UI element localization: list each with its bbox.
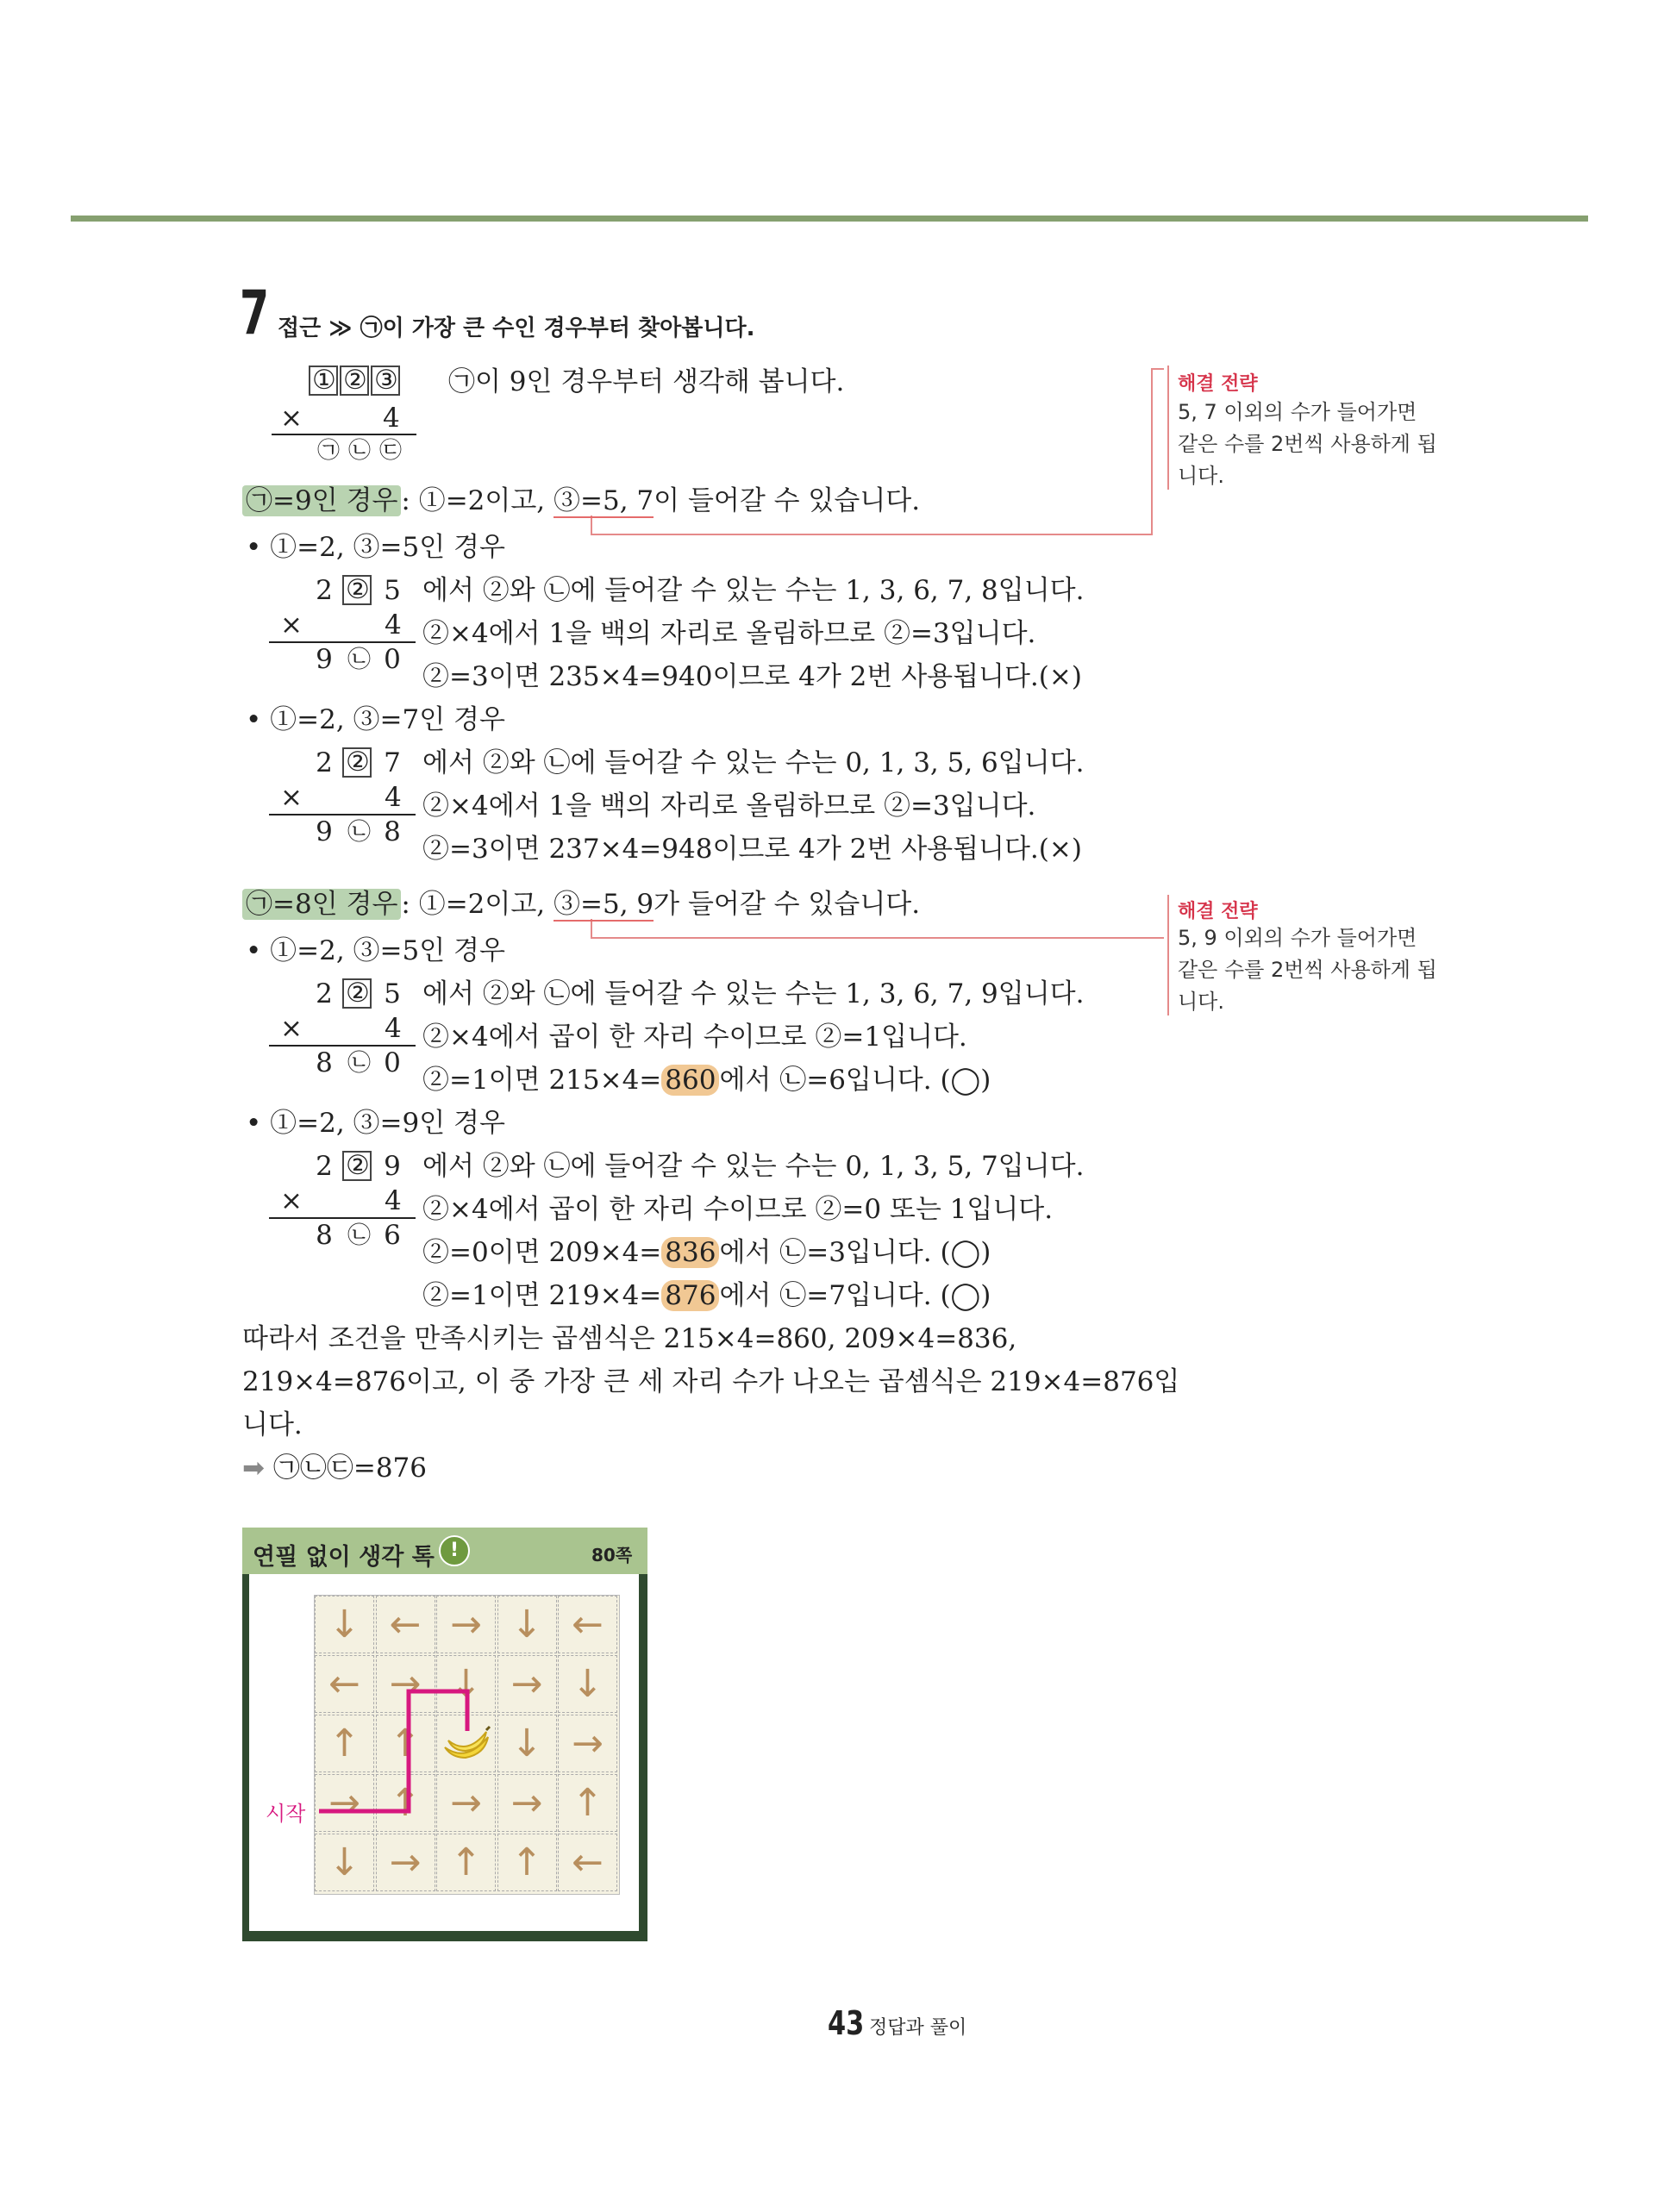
answer-arrow-icon: ➡ <box>242 1453 265 1484</box>
c9s2-bar <box>269 814 416 815</box>
c9s2-mult: 4 <box>385 782 402 813</box>
c8s2-line-4-a: ②=1이면 219×4= <box>422 1280 662 1311</box>
question-number: 7 <box>240 278 270 348</box>
c9s2-line-2: ②×4에서 1을 백의 자리로 올림하므로 ②=3입니다. <box>422 790 1036 822</box>
c8s1-line-3-a: ②=1이면 215×4= <box>422 1065 662 1096</box>
answer: ㉠㉡㉢=876 <box>272 1453 427 1484</box>
arrow-icon: ← <box>315 1655 374 1713</box>
note-2-title: 해결 전략 <box>1178 901 1258 922</box>
c9s1-line-3: ②=3이면 235×4=940이므로 4가 2번 사용됩니다.(×) <box>422 661 1082 692</box>
c8s2-line-3-a: ②=0이면 209×4= <box>422 1237 662 1268</box>
arrow-icon: ↑ <box>436 1834 496 1891</box>
setup-res-3: ㉢ <box>379 438 403 464</box>
c8s2-top-2: ② <box>342 1151 372 1181</box>
c8s1-top-1: 2 <box>316 978 333 1009</box>
c9s2-top-3: 7 <box>384 747 401 778</box>
note-1-line-1: 5, 7 이외의 수가 들어가면 <box>1178 400 1417 424</box>
c9s2-line-3: ②=3이면 237×4=948이므로 4가 2번 사용됩니다.(×) <box>422 834 1082 865</box>
setup-times: × <box>280 403 303 434</box>
puzzle-grid <box>314 1595 620 1895</box>
arrow-icon: ↑ <box>315 1715 374 1772</box>
c8s1-highlight: 860 <box>661 1065 719 1096</box>
c8s2-bar <box>269 1217 416 1219</box>
arrow-icon: ↓ <box>497 1715 557 1772</box>
c8s2-line-1: 에서 ②와 ㉡에 들어갈 수 있는 수는 0, 1, 3, 5, 7입니다. <box>422 1151 1085 1182</box>
approach-label: 접근 <box>278 316 322 341</box>
conclusion-line-2: 219×4=876이고, 이 중 가장 큰 세 자리 수가 나오는 곱셈식은 219×4=876입 <box>242 1366 1180 1397</box>
c8s1-line-3-b: 에서 ㉡=6입니다. (◯) <box>719 1065 991 1096</box>
arrow-icon: → <box>376 1834 435 1891</box>
c9s2-res-2: ㉡ <box>347 819 371 846</box>
c9s2-times: × <box>280 782 303 813</box>
case9-label: ㉠=9인 경우 <box>242 485 401 516</box>
puzzle-body <box>249 1574 639 1931</box>
arrow-icon: ↓ <box>315 1596 374 1653</box>
case8-sub2-title: • ①=2, ③=9인 경우 <box>246 1108 505 1139</box>
case9-text-a: : ①=2이고, <box>401 485 554 516</box>
arrow-icon: ↓ <box>558 1655 617 1713</box>
c8s2-line-3 <box>422 1237 991 1268</box>
setup-digit-3: ③ <box>371 366 400 396</box>
note-1-title: 해결 전략 <box>1178 373 1258 395</box>
c8s2-line-3-b: 에서 ㉡=3입니다. (◯) <box>719 1237 991 1268</box>
c8s2-line-4-b: 에서 ㉡=7입니다. (◯) <box>719 1280 991 1311</box>
c8s2-top-3: 9 <box>384 1151 401 1182</box>
case8-heading <box>242 891 920 918</box>
case9-heading <box>242 485 921 516</box>
c9s2-top-1: 2 <box>316 747 333 778</box>
c8s2-highlight-2: 876 <box>661 1280 719 1311</box>
conclusion-line-1: 따라서 조건을 만족시키는 곱셈식은 215×4=860, 209×4=836, <box>242 1323 1017 1354</box>
c9s1-res-2: ㉡ <box>347 647 371 673</box>
note-connectors <box>0 0 1670 1034</box>
c8s1-top-3: 5 <box>384 978 401 1009</box>
c9s1-res-3: 0 <box>384 644 401 675</box>
case9-sub2-title: • ①=2, ③=7인 경우 <box>246 704 505 735</box>
arrow-icon: → <box>436 1596 496 1653</box>
puzzle-title: 연필 없이 생각 톡 <box>253 1544 435 1571</box>
arrow-icon: → <box>315 1774 374 1832</box>
banana-icon <box>436 1715 496 1772</box>
setup-intro: ㉠이 9인 경우부터 생각해 봅니다. <box>448 366 845 397</box>
note-2-line-3: 니다. <box>1178 990 1224 1014</box>
case9-text-b: 이 들어갈 수 있습니다. <box>654 485 921 516</box>
approach-text: ㉠이 가장 큰 수인 경우부터 찾아봅니다. <box>360 316 755 341</box>
setup-digit-1: ① <box>309 366 338 396</box>
page-number: 43 <box>828 2004 865 2042</box>
case8-label: ㉠=8인 경우 <box>242 889 401 920</box>
c9s1-bar <box>269 641 416 643</box>
arrow-icon: ← <box>376 1596 435 1653</box>
arrow-icon: → <box>376 1655 435 1713</box>
c9s1-top-3: 5 <box>384 575 401 606</box>
exclamation-icon: ! <box>439 1535 470 1566</box>
c9s1-times: × <box>280 609 303 640</box>
c8s1-line-2: ②×4에서 곱이 한 자리 수이므로 ②=1입니다. <box>422 1022 967 1053</box>
c8s2-times: × <box>280 1185 303 1216</box>
setup-res-2: ㉡ <box>348 438 372 464</box>
arrow-icon: ↓ <box>436 1655 496 1713</box>
c9s1-res-1: 9 <box>316 644 333 675</box>
c9s1-mult: 4 <box>385 609 402 640</box>
c8s2-line-4 <box>422 1280 991 1311</box>
case8-text-b: 가 들어갈 수 있습니다. <box>654 889 921 920</box>
c8s2-top-1: 2 <box>316 1151 333 1182</box>
c8s1-res-2: ㉡ <box>347 1050 371 1077</box>
note-1-line-3: 니다. <box>1178 464 1224 488</box>
c8s1-top-2: ② <box>342 978 372 1009</box>
case8-sub1-title: • ①=2, ③=5인 경우 <box>246 935 505 966</box>
arrow-icon: ↑ <box>376 1715 435 1772</box>
c8s2-res-2: ㉡ <box>347 1222 371 1249</box>
arrow-icon: → <box>436 1774 496 1832</box>
setup-res-1: ㉠ <box>317 438 341 464</box>
c8s2-res-3: 6 <box>384 1220 401 1251</box>
arrow-icon: ↑ <box>558 1774 617 1832</box>
case9-underlined: ③=5, 7 <box>554 485 654 516</box>
arrow-icon: → <box>497 1655 557 1713</box>
arrow-icon: ↑ <box>497 1834 557 1891</box>
start-label: 시작 <box>266 1802 306 1826</box>
arrow-icon: → <box>497 1774 557 1832</box>
note-2-line-1: 5, 9 이외의 수가 들어가면 <box>1178 926 1417 950</box>
c8s1-res-1: 8 <box>316 1047 333 1078</box>
c9s2-line-1: 에서 ②와 ㉡에 들어갈 수 있는 수는 0, 1, 3, 5, 6입니다. <box>422 747 1085 778</box>
puzzle-panel <box>242 1528 647 1941</box>
case9-sub1-title: • ①=2, ③=5인 경우 <box>246 532 505 563</box>
setup-digit-2: ② <box>340 366 369 396</box>
arrow-icon: ↓ <box>315 1834 374 1891</box>
setup-multiplier: 4 <box>383 403 400 434</box>
c8s1-times: × <box>280 1013 303 1044</box>
answer-line <box>242 1455 427 1482</box>
c9s1-top-1: 2 <box>316 575 333 606</box>
case8-underlined: ③=5, 9 <box>554 889 654 920</box>
c8s2-res-1: 8 <box>316 1220 333 1251</box>
case8-text-a: : ①=2이고, <box>401 889 554 920</box>
c9s2-res-3: 8 <box>384 816 401 847</box>
conclusion-line-3: 니다. <box>242 1409 303 1440</box>
arrow-icon: ← <box>558 1596 617 1653</box>
approach-arrow-icon: ≫ <box>328 316 353 341</box>
c8s1-line-3 <box>422 1067 991 1094</box>
c8s1-mult: 4 <box>385 1013 402 1044</box>
c8s2-highlight-1: 836 <box>661 1237 719 1268</box>
c9s1-top-2: ② <box>342 575 372 605</box>
c9s2-top-2: ② <box>342 747 372 778</box>
arrow-icon: ↑ <box>376 1774 435 1832</box>
c8s1-res-3: 0 <box>384 1047 401 1078</box>
arrow-icon: ↓ <box>497 1596 557 1653</box>
puzzle-page-ref: 80쪽 <box>591 1545 633 1565</box>
c9s1-line-2: ②×4에서 1을 백의 자리로 올림하므로 ②=3입니다. <box>422 618 1036 649</box>
c8s2-mult: 4 <box>385 1185 402 1216</box>
arrow-icon: ← <box>558 1834 617 1891</box>
puzzle-title-bar <box>242 1528 647 1574</box>
note-2-line-2: 같은 수를 2번씩 사용하게 됩 <box>1178 958 1437 982</box>
c8s1-line-1: 에서 ②와 ㉡에 들어갈 수 있는 수는 1, 3, 6, 7, 9입니다. <box>422 978 1085 1009</box>
note-1-line-2: 같은 수를 2번씩 사용하게 됩 <box>1178 432 1437 456</box>
c8s1-bar <box>269 1045 416 1047</box>
c8s2-line-2: ②×4에서 곱이 한 자리 수이므로 ②=0 또는 1입니다. <box>422 1194 1054 1225</box>
page-label: 정답과 풀이 <box>869 2017 967 2039</box>
c9s1-line-1: 에서 ②와 ㉡에 들어갈 수 있는 수는 1, 3, 6, 7, 8입니다. <box>422 575 1085 606</box>
arrow-icon: → <box>558 1715 617 1772</box>
c9s2-res-1: 9 <box>316 816 333 847</box>
